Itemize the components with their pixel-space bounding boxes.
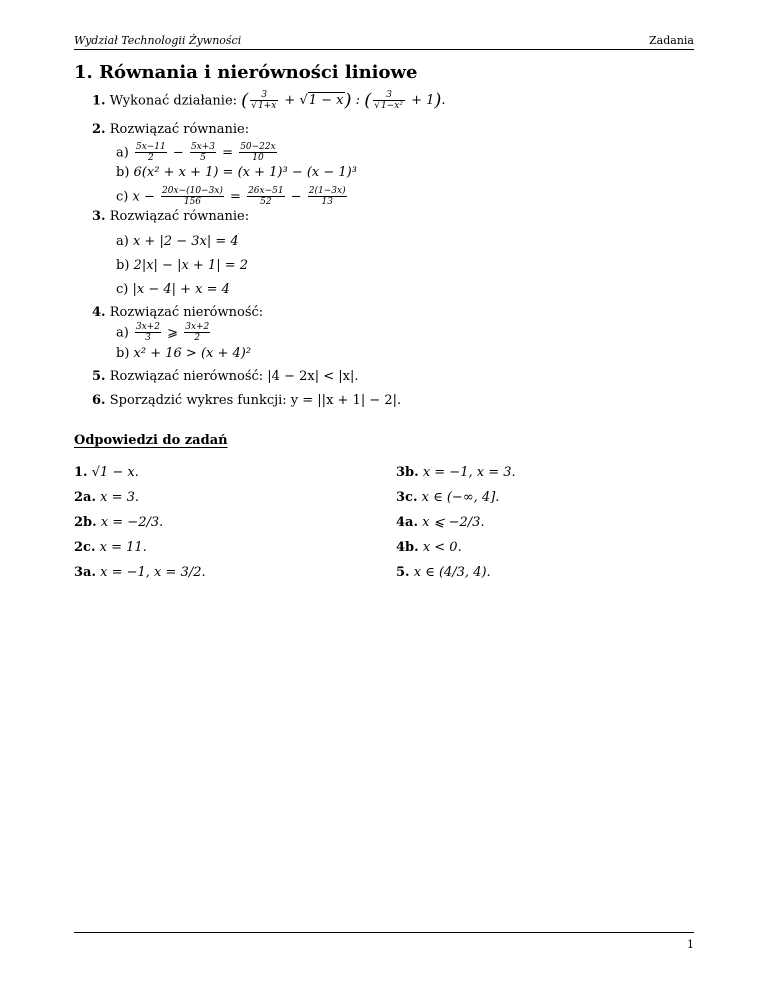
sub-label: b) bbox=[116, 258, 130, 273]
header-left: Wydział Technologii Żywności bbox=[74, 34, 242, 47]
answer-4a bbox=[396, 515, 485, 530]
answer-value: x ∈ (−∞, 4]. bbox=[421, 490, 500, 505]
task-3 bbox=[92, 209, 249, 224]
equation: 2|x| − |x + 1| = 2 bbox=[133, 258, 249, 273]
answer-label: 3c. bbox=[396, 490, 418, 505]
task-number: 5. bbox=[92, 369, 106, 384]
task-text: Rozwiązać równanie: bbox=[109, 122, 250, 137]
task-2 bbox=[92, 122, 249, 137]
answer-value: x = 11. bbox=[99, 540, 147, 555]
task-text: Rozwiązać nierówność: |4 − 2x| < |x|. bbox=[109, 369, 359, 384]
task-2b bbox=[116, 165, 357, 180]
task-1-expression: ( $\frac{3}{√1+x}$ + √1 − x) : ( $\frac{3}{\text{√1−x²}}$ + 1). bbox=[241, 90, 446, 112]
answer-label: 2a. bbox=[74, 490, 96, 505]
section-title-text: Równania i nierówności liniowe bbox=[99, 62, 418, 83]
answer-2a bbox=[74, 490, 139, 505]
sub-label: a) bbox=[116, 325, 129, 341]
task-text: Sporządzić wykres funkcji: y = ||x + 1| − 2|. bbox=[109, 393, 402, 408]
section-title bbox=[74, 62, 417, 83]
sub-label: b) bbox=[116, 346, 130, 361]
inequality: x² + 16 > (x + 4)² bbox=[133, 346, 252, 361]
answers-heading: Odpowiedzi do zadań bbox=[74, 433, 228, 448]
answer-label: 4a. bbox=[396, 515, 418, 530]
task-2c: c) x − $\frac{20x-(10-3x)}{156}$ = $\frac{26x-51}{52}$ − $\frac{2(1-3x)}{13}$ bbox=[116, 186, 346, 208]
answer-3a bbox=[74, 565, 206, 580]
answer-5 bbox=[396, 565, 491, 580]
answer-label: 3a. bbox=[74, 565, 96, 580]
equation: |x − 4| + x = 4 bbox=[132, 282, 230, 297]
answer-value: x = −1, x = 3. bbox=[422, 465, 516, 480]
answer-value: x = −2/3. bbox=[100, 515, 164, 530]
task-4 bbox=[92, 305, 263, 320]
answer-value: x = −1, x = 3/2. bbox=[100, 565, 206, 580]
answer-value: x < 0. bbox=[422, 540, 462, 555]
answer-value: x ∈ (4/3, 4). bbox=[413, 565, 491, 580]
task-6 bbox=[92, 393, 401, 408]
task-3a bbox=[116, 234, 239, 249]
sub-label: b) bbox=[116, 165, 130, 180]
sub-label: a) bbox=[116, 234, 129, 249]
footer-divider bbox=[74, 932, 694, 933]
answer-3b bbox=[396, 465, 516, 480]
task-number: 6. bbox=[92, 393, 106, 408]
task-5 bbox=[92, 369, 358, 384]
answer-label: 1. bbox=[74, 465, 88, 480]
answer-2b bbox=[74, 515, 163, 530]
answer-3c bbox=[396, 490, 499, 505]
equation: 6(x² + x + 1) = (x + 1)³ − (x − 1)³ bbox=[133, 165, 357, 180]
task-number: 3. bbox=[92, 209, 106, 224]
section-number: 1. bbox=[74, 62, 93, 83]
sub-label: c) bbox=[116, 189, 129, 205]
task-number: 1. bbox=[92, 93, 106, 109]
task-text: Rozwiązać nierówność: bbox=[109, 305, 264, 320]
answer-label: 2c. bbox=[74, 540, 96, 555]
task-4a: a) $\frac{3x+2}{3}$ ⩾ $\frac{3x+2}{2}$ bbox=[116, 322, 210, 344]
page-number: 1 bbox=[687, 938, 694, 951]
answer-label: 4b. bbox=[396, 540, 419, 555]
header-right: Zadania bbox=[649, 34, 694, 47]
answer-label: 2b. bbox=[74, 515, 97, 530]
task-3b bbox=[116, 258, 248, 273]
header-divider bbox=[74, 49, 694, 50]
task-number: 2. bbox=[92, 122, 106, 137]
task-2a: a) $\frac{5x-11}{2}$ − $\frac{5x+3}{5}$ = $\frac{50-22x}{10}$ bbox=[116, 142, 276, 164]
sub-label: c) bbox=[116, 282, 129, 297]
task-4b bbox=[116, 346, 251, 361]
task-text: Rozwiązać równanie: bbox=[109, 209, 250, 224]
task-number: 4. bbox=[92, 305, 106, 320]
answer-value: √1 − x. bbox=[91, 465, 139, 480]
task-1 bbox=[92, 90, 446, 112]
answer-label: 5. bbox=[396, 565, 410, 580]
task-text: Wykonać działanie: bbox=[109, 93, 238, 109]
answer-4b bbox=[396, 540, 462, 555]
answer-label: 3b. bbox=[396, 465, 419, 480]
answer-1 bbox=[74, 465, 139, 480]
task-3c bbox=[116, 282, 230, 297]
answer-value: x ⩽ −2/3. bbox=[422, 515, 485, 530]
equation: x + |2 − 3x| = 4 bbox=[132, 234, 239, 249]
sub-label: a) bbox=[116, 145, 129, 161]
answer-value: x = 3. bbox=[100, 490, 140, 505]
answer-2c bbox=[74, 540, 147, 555]
